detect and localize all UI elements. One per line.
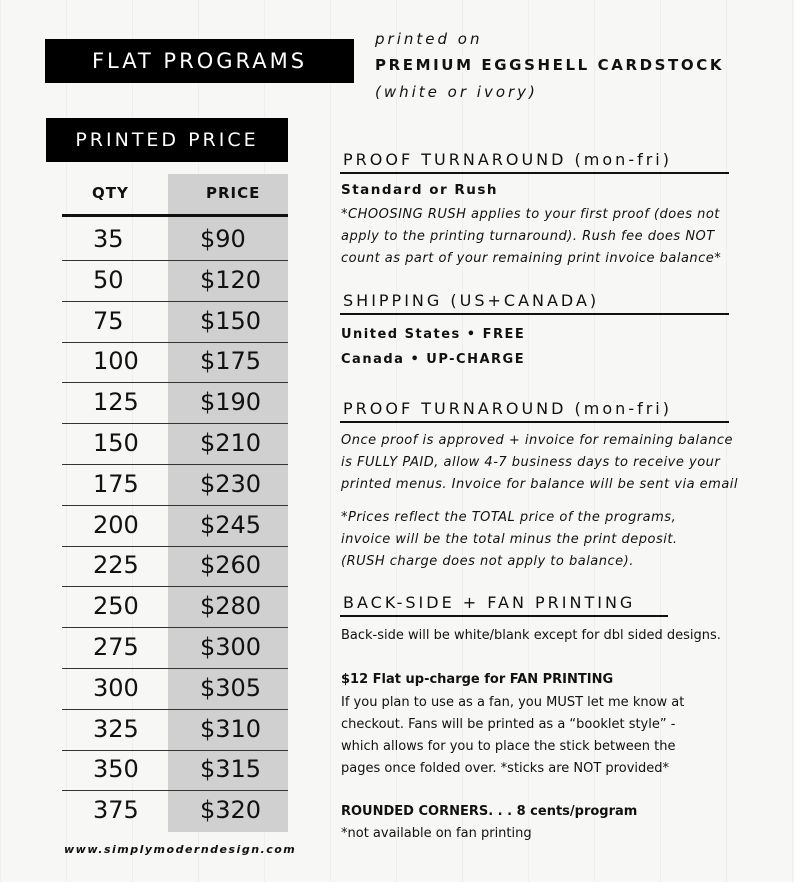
- price-cell: $245: [200, 510, 262, 539]
- fan-line-1: If you plan to use as a fan, you MUST let me know at: [341, 695, 685, 710]
- table-row: [62, 301, 288, 343]
- approval-line-3: printed menus. Invoice for balance will be sent via email: [341, 477, 739, 492]
- qty-cell: 35: [93, 225, 124, 253]
- price-cell: $90: [200, 225, 246, 253]
- qty-cell: 225: [93, 551, 139, 580]
- price-cell: $260: [200, 551, 262, 580]
- price-cell: $305: [200, 673, 262, 702]
- table-row: [62, 790, 288, 831]
- qty-cell: 375: [93, 796, 139, 825]
- proof-turnaround-heading: PROOF TURNAROUND (mon-fri): [343, 150, 672, 169]
- price-cell: $315: [200, 755, 262, 784]
- total-price-line-1: *Prices reflect the TOTAL price of the programs,: [341, 510, 677, 525]
- price-cell: $120: [200, 265, 262, 294]
- printed-price-label: PRINTED PRICE: [46, 118, 288, 162]
- price-cell: $280: [200, 592, 262, 621]
- price-cell: $230: [200, 469, 262, 498]
- rounded-corners: ROUNDED CORNERS. . . 8 cents/program: [341, 804, 638, 819]
- qty-cell: 350: [93, 755, 139, 784]
- table-row: [62, 219, 288, 261]
- shipping-us: United States • FREE: [341, 327, 526, 342]
- price-header: PRICE: [206, 184, 261, 202]
- fan-line-2: checkout. Fans will be printed as a “booklet style” -: [341, 717, 676, 732]
- header-divider: [62, 214, 288, 217]
- table-row: [62, 668, 288, 710]
- table-row: [62, 545, 288, 587]
- table-row: [62, 423, 288, 465]
- color-note: (white or ivory): [375, 83, 538, 101]
- table-row: [62, 464, 288, 506]
- fan-line-4: pages once folded over. *sticks are NOT provided*: [341, 761, 670, 776]
- fan-line-3: which allows for you to place the stick between the: [341, 739, 676, 754]
- price-cell: $150: [200, 306, 262, 335]
- table-row: [62, 260, 288, 302]
- table-row: [62, 709, 288, 751]
- table-row: [62, 627, 288, 669]
- approval-line-1: Once proof is approved + invoice for remaining balance: [341, 433, 733, 448]
- total-price-line-3: (RUSH charge does not apply to balance).: [341, 554, 634, 569]
- qty-header: QTY: [92, 184, 129, 202]
- table-row: [62, 505, 288, 547]
- qty-cell: 125: [93, 388, 139, 417]
- approval-line-2: is FULLY PAID, allow 4-7 business days to receive your: [341, 455, 721, 470]
- rush-note-line-2: apply to the printing turnaround). Rush fee does NOT: [341, 229, 715, 244]
- qty-cell: 150: [93, 429, 139, 457]
- fan-upcharge-heading: $12 Flat up-charge for FAN PRINTING: [341, 672, 614, 687]
- rush-note-line-3: count as part of your remaining print invoice balance*: [341, 251, 722, 266]
- qty-cell: 250: [93, 592, 139, 621]
- qty-cell: 300: [93, 673, 139, 702]
- cardstock-label: PREMIUM EGGSHELL CARDSTOCK: [375, 56, 725, 74]
- table-row: [62, 749, 288, 791]
- qty-cell: 325: [93, 714, 139, 743]
- section-rule: [340, 313, 729, 315]
- qty-cell: 100: [93, 347, 139, 376]
- website-url: www.simplymoderndesign.com: [64, 843, 297, 856]
- qty-cell: 200: [93, 510, 139, 539]
- price-cell: $175: [200, 347, 262, 376]
- table-row: [62, 382, 288, 424]
- backside-note: Back-side will be white/blank except for dbl sided designs.: [341, 628, 721, 643]
- price-cell: $210: [200, 429, 262, 457]
- qty-cell: 75: [93, 306, 124, 335]
- table-row: [62, 586, 288, 628]
- table-row: [62, 341, 288, 383]
- page-title: FLAT PROGRAMS: [45, 39, 354, 83]
- price-cell: $320: [200, 796, 262, 825]
- proof-turnaround-heading-2: PROOF TURNAROUND (mon-fri): [343, 399, 672, 418]
- proof-subheading: Standard or Rush: [341, 182, 498, 198]
- section-rule: [340, 615, 668, 617]
- rounded-corners-note: *not available on fan printing: [341, 826, 532, 841]
- section-rule: [340, 421, 729, 423]
- qty-cell: 50: [93, 265, 124, 294]
- total-price-line-2: invoice will be the total minus the print deposit.: [341, 532, 678, 547]
- backside-heading: BACK-SIDE + FAN PRINTING: [343, 593, 636, 612]
- price-cell: $310: [200, 714, 262, 743]
- printed-on-label: printed on: [375, 30, 483, 48]
- qty-cell: 275: [93, 633, 139, 661]
- shipping-heading: SHIPPING (US+CANADA): [343, 291, 600, 310]
- rush-note-line-1: *CHOOSING RUSH applies to your first proof (does not: [341, 207, 720, 222]
- section-rule: [340, 172, 729, 174]
- price-cell: $190: [200, 388, 262, 417]
- qty-cell: 175: [93, 469, 139, 498]
- shipping-canada: Canada • UP-CHARGE: [341, 352, 526, 367]
- price-cell: $300: [200, 633, 262, 661]
